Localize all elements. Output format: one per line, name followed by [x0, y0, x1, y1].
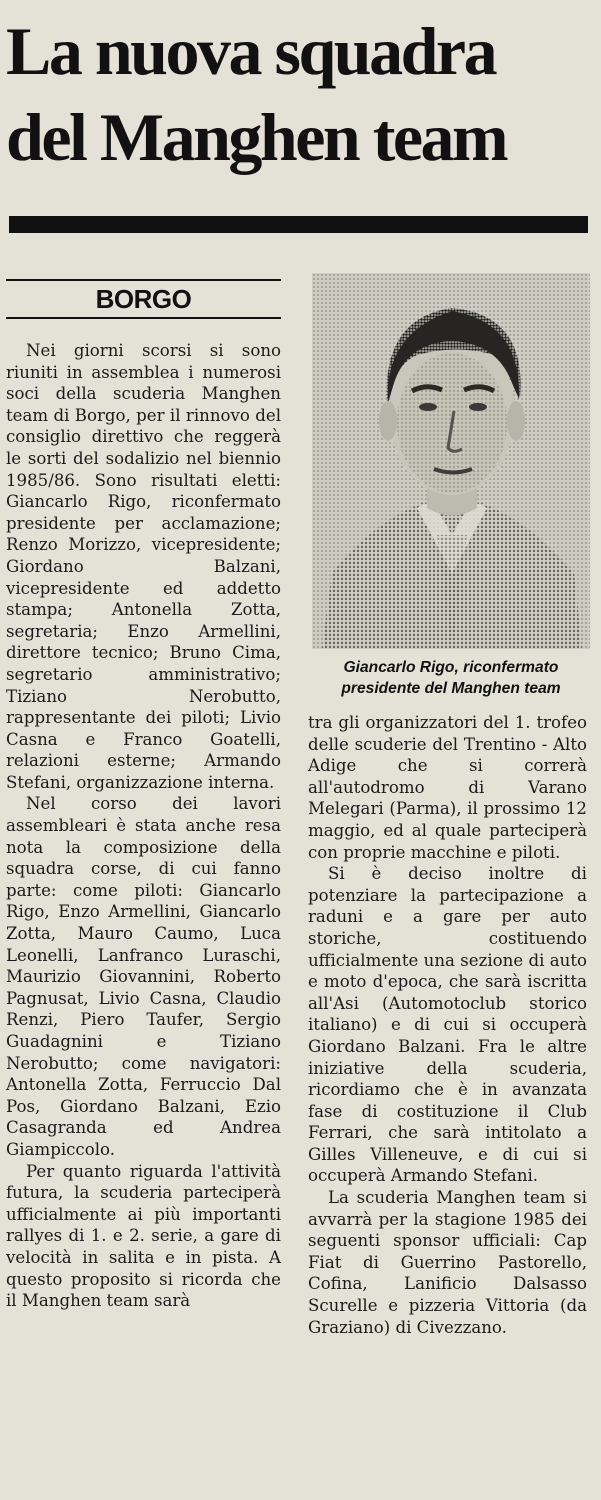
headline-line-1: La nuova squadra [6, 13, 496, 89]
article-column-right [308, 712, 587, 1338]
section-label: BORGO [95, 284, 192, 314]
photo-caption-line-1: Giancarlo Rigo, riconfermato [343, 659, 559, 676]
headline [6, 8, 596, 180]
article-paragraph: Nel corso dei lavori assembleari è stata anche resa nota la composizione della squadra corse, di cui fanno parte: come piloti: Giancarlo Rigo, Enzo Armellini, Giancarlo Zotta, Mauro Caumo, Luca Leonelli, Lanfranco Luraschi, Maurizio Giovannini, Roberto Pagnusat, Livio Casna, Claudio Renzi, Piero Taufer, Sergio Guadagnini e Tiziano Nerobutto; come navigatori: Antonella Zotta, Ferruccio Dal Pos, Giordano Balzani, Ezio Casagranda ed Andrea Giampiccolo. [6, 794, 281, 1159]
photo-caption [310, 657, 592, 699]
section-header [6, 279, 281, 319]
article-paragraph: Nei giorni scorsi si sono riuniti in assemblea i numerosi soci della scuderia Manghen team di Borgo, per il rinnovo del consiglio direttivo che reggerà le sorti del sodalizio nel biennio 1985/86. Sono risultati eletti: Giancarlo Rigo, riconfermato presidente per acclamazione; Renzo Morizzo, vicepresidente; Giordano Balzani, vicepresidente ed addetto stampa; Antonella Zotta, segretaria; Enzo Armellini, direttore tecnico; Bruno Cima, segretario amministrativo; Tiziano Nerobutto, rappresentante dei piloti; Livio Casna e Franco Goatelli, relazioni esterne; Armando Stefani, organizzazione interna. [6, 341, 281, 792]
article-paragraph: Si è deciso inoltre di potenziare la partecipazione a raduni e a gare per auto storiche, costituendo ufficialmente una sezione di auto e moto d'epoca, che sarà iscritta all'Asi (Automotoclub storico italiano) e di cui si occuperà Giordano Balzani. Fra le altre iniziative della scuderia, ricordiamo che è in avanzata fase di costituzione il Club Ferrari, che sarà intitolato a Gilles Villeneuve, e di cui si occuperà Armando Stefani. [308, 864, 587, 1186]
portrait-photo [312, 273, 590, 649]
article-column-left [6, 340, 281, 1312]
article-paragraph: Per quanto riguarda l'attività futura, la scuderia parteciperà ufficialmente ai più importanti rallyes di 1. e 2. serie, a gare di velocità in salita e in pista. A questo proposito si ricorda che il Manghen team sarà [6, 1161, 281, 1311]
headline-rule [9, 216, 588, 233]
headline-line-2: del Manghen team [6, 99, 507, 175]
article-paragraph: La scuderia Manghen team si avvarrà per la stagione 1985 dei seguenti sponsor ufficiali: Cap Fiat di Guerrino Pastorello, Cofina, Lanificio Dalsasso Scurelle e pizzeria Vittoria (da Graziano) di Civezzano. [308, 1188, 587, 1337]
portrait-illustration [312, 273, 590, 649]
photo-caption-line-2: presidente del Manghen team [341, 680, 561, 697]
article-paragraph: tra gli organizzatori del 1. trofeo delle scuderie del Trentino - Alto Adige che si correrà all'autodromo di Varano Melegari (Parma), il prossimo 12 maggio, ed al quale parteciperà con proprie macchine e piloti. [308, 713, 587, 862]
